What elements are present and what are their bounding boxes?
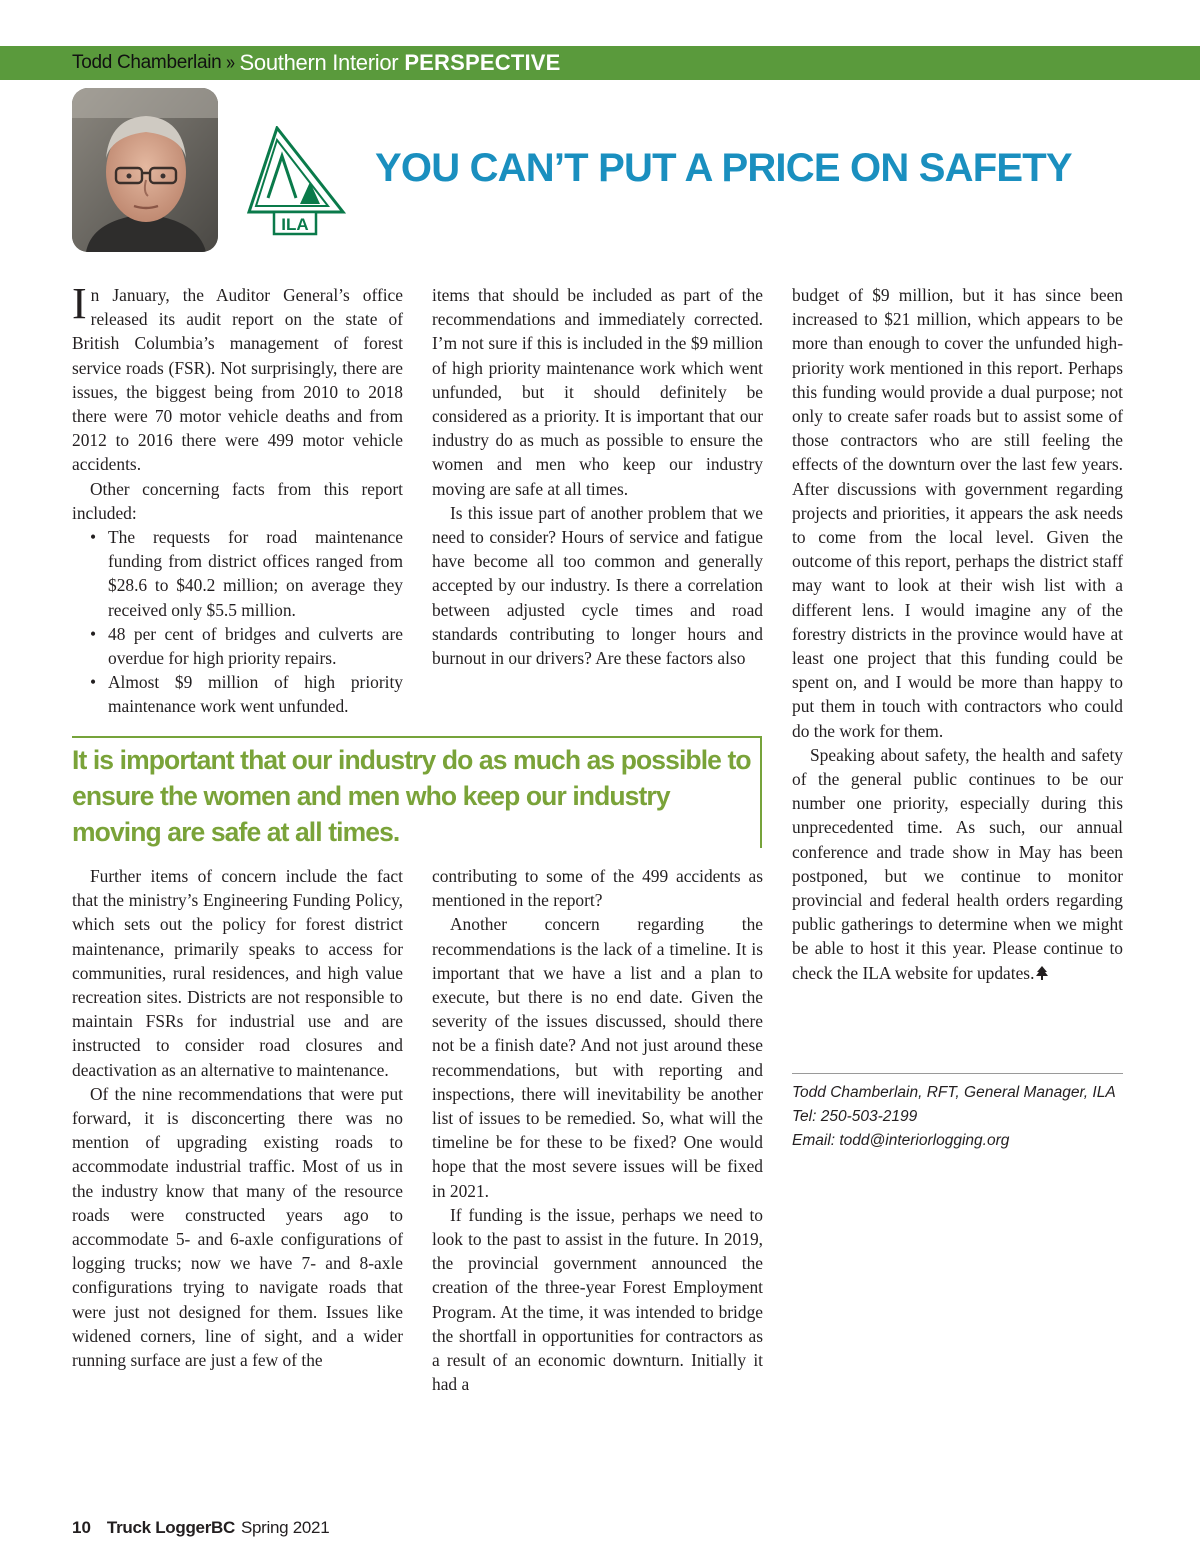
list-item: • Almost $9 million of high priority maintenance work went unfunded. [90, 670, 403, 718]
paragraph: Another concern regarding the recommendations is the lack of a timeline. It is important that we have a list and a plan to execute, but there is no end date. Given the severity of the issues discussed, should there not be a finish date? And not just around these recommendations, but with reporting and inspections, there will inevitability be another list of issues to be remedied. So, what will the timeline be for these to be fixed? One would hope that the most severe issues will be fixed in 2021. [432, 914, 763, 1201]
signature-divider [792, 1073, 1123, 1074]
column-2-bottom [432, 864, 763, 1396]
paragraph: items that should be included as part of the recommendations and immediately corrected. I’m not sure if this is included in the $9 million of high priority maintenance work which went unfunded, but it should definitely be considered as a priority. It is important that our industry do as much as possible to ensure the women and men who keep our industry moving are safe at all times. [432, 285, 763, 499]
paragraph: contributing to some of the 499 accidents as mentioned in the report? [432, 866, 763, 911]
column-2-top [432, 283, 763, 670]
paragraph: Other concerning facts from this report included: [72, 478, 403, 523]
article-headline: YOU CAN’T PUT A PRICE ON SAFETY [375, 146, 1072, 190]
author-photo [72, 88, 218, 252]
logo-text: ILA [281, 215, 309, 234]
column-1-top [72, 279, 403, 719]
paragraph: Further items of concern include the fact that the ministry’s Engineering Funding Policy, which sets out the policy for forest district maintenance, primarily speaks to access for communities, rural residences, and high value recreation sites. Districts are not responsible to maintain FSRs for industrial use and are instructed to consider road closures and deactivation as an alternative to maintenance. [72, 866, 403, 1080]
magazine-name: Truck LoggerBC [106, 1518, 235, 1537]
paragraph: Of the nine recommendations that were put forward, it is disconcerting there was no mention of upgrading existing roads to accommodate industrial traffic. Most of us in the industry know that many of the resource roads were constructed years ago to accommodate 5- and 6-axle configurations of logging trucks; now we have 7- and 8-axle configurations trying to navigate roads that were just not designed for them. Issues like widened corners, line of sight, and a wider running surface are just a few of the [72, 1083, 403, 1371]
pull-quote-box [72, 736, 762, 848]
list-item: • The requests for road maintenance funding from district offices ranged from $28.6 to $40.2 million; on average they received only $5.5 million. [90, 525, 403, 622]
ila-logo [246, 126, 346, 236]
section-header-bar [0, 46, 1200, 80]
list-item: • 48 per cent of bridges and culverts are overdue for high priority repairs. [90, 622, 403, 670]
author-signature [792, 1081, 1116, 1153]
header-section: Southern Interior [239, 50, 399, 75]
closing-paragraph: Speaking about safety, the health and safety of the general public continues to be our number one priority, especially during this unprecedented time. As such, our annual conference and trade show in May has been postponed, but we continue to monitor provincial and federal health orders regarding public gatherings to determine when we might be able to host it this year. Please continue to check the ILA website for updates. [792, 744, 1123, 983]
page-footer [72, 1518, 329, 1538]
page-number: 10 [72, 1518, 91, 1537]
tree-end-icon [1036, 966, 1048, 980]
header-section-strong: PERSPECTIVE [404, 50, 561, 75]
intro-paragraph: In January, the Auditor General’s office released its audit report on the state of British Columbia’s management of forest service roads (FSR). Not surprisingly, there are issues, the biggest being from 2010 to 2018 there were 70 motor vehicle deaths and from 2012 to 2016 there were 499 motor vehicle accidents. [72, 279, 403, 475]
column-1-bottom [72, 864, 403, 1372]
signature-email: Email: todd@interiorlogging.org [792, 1132, 1010, 1149]
facts-list [90, 525, 403, 719]
issue-date: Spring 2021 [240, 1518, 330, 1537]
pull-quote: It is important that our industry do as much as possible to ensure the women and men who keep our industry moving are safe at all times. [72, 745, 751, 847]
double-chevron-right-icon: » [226, 51, 236, 74]
signature-name: Todd Chamberlain, RFT, General Manager, ILA [792, 1084, 1116, 1101]
paragraph: budget of $9 million, but it has since been increased to $21 million, which appears to be more than enough to cover the unfunded high-priority work mentioned in this report. Perhaps this funding would provide a dual purpose; not only to create safer roads but to assist some of those contractors who are still feeling the effects of the downturn over the last few years. After discussions with government regarding projects and priorities, it appears the ask needs to come from the local level. Given the outcome of this report, perhaps the district staff may want to look at their wish list with a different lens. I would imagine any of the forestry districts in the province would have at least one project that this funding could be spent on, and I would be more than happy to put them in touch with contractors who could do the work for them. [792, 285, 1123, 741]
header-author: Todd Chamberlain [72, 52, 222, 73]
paragraph: If funding is the issue, perhaps we need to look to the past to assist in the future. In 2019, the provincial government announced the creation of the three-year Forest Employment Program. At the time, it was intended to bridge the shortfall in opportunities for contractors as a result of an economic downturn. Initially it had a [432, 1204, 763, 1395]
signature-phone: Tel: 250-503-2199 [792, 1108, 918, 1125]
drop-cap: I [72, 279, 87, 328]
paragraph: Is this issue part of another problem that we need to consider? Hours of service and fatigue have become all too common and generally accepted by our industry. Is there a correlation between adjusted cycle times and road standards contributing to longer hours and burnout in our drivers? Are these factors also [432, 502, 763, 669]
column-3 [792, 283, 1123, 985]
